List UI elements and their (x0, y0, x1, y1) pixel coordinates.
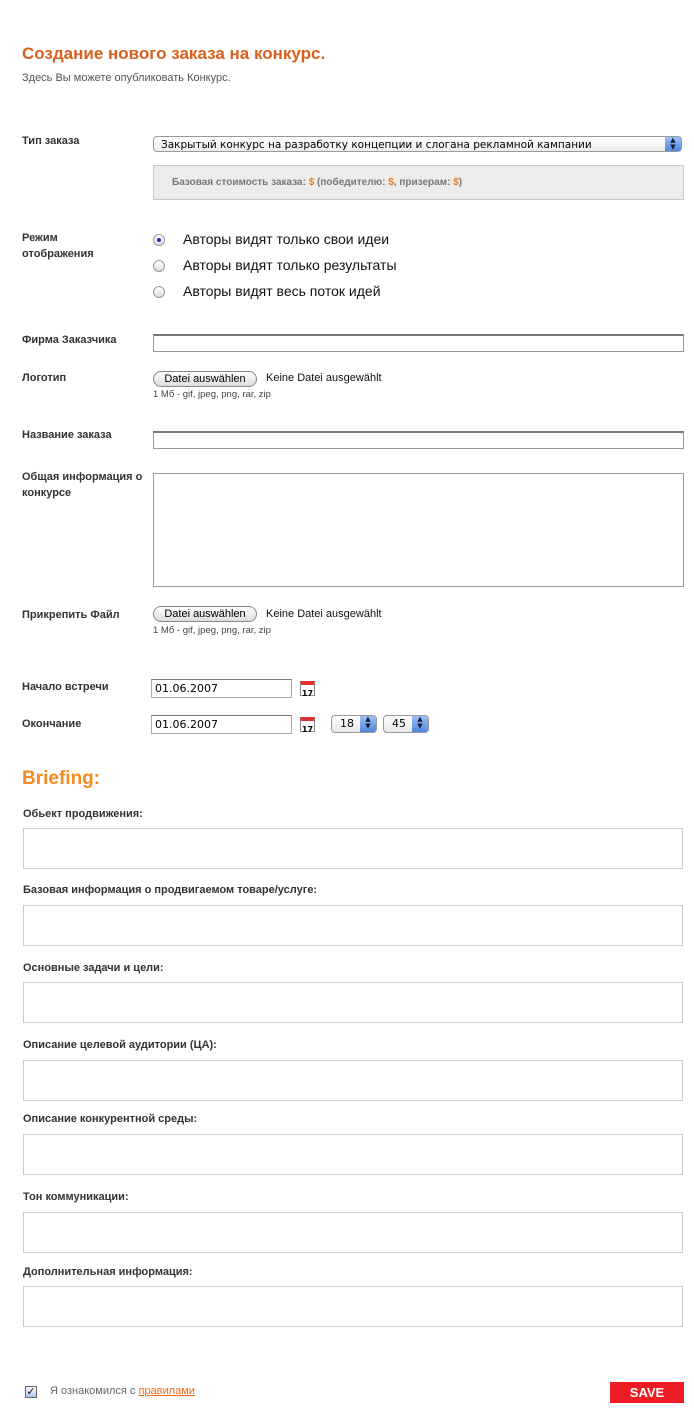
attach-file-button[interactable]: Datei auswählen (153, 606, 257, 622)
order-type-label: Тип заказа (22, 135, 80, 147)
start-label: Начало встречи (22, 681, 109, 693)
close-paren: ) (458, 177, 463, 188)
briefing-label: Описание целевой аудитории (ЦА): (23, 1039, 217, 1051)
attach-hint: 1 Мб - gif, jpeg, png, rar, zip (153, 625, 271, 636)
hour-select[interactable] (331, 715, 377, 733)
radio-results[interactable] (153, 260, 165, 272)
prize-value: $ (453, 177, 459, 188)
briefing-label: Базовая информация о продвигаемом товаре/услуге: (23, 884, 318, 896)
order-type-select[interactable] (153, 136, 682, 152)
attach-file-status: Keine Datei ausgewählt (266, 608, 382, 620)
radio-own-ideas[interactable] (153, 234, 165, 246)
select-arrows-icon: ▲ ▼ (665, 137, 681, 151)
start-date-input[interactable]: 01.06.2007 (151, 679, 292, 698)
info-textarea[interactable] (153, 473, 684, 587)
radio-label: Авторы видят весь поток идей (183, 283, 381, 299)
cost-value: $ (308, 177, 315, 188)
save-button[interactable]: SAVE (610, 1382, 684, 1403)
calendar-icon[interactable]: 17 (300, 681, 315, 696)
radio-label: Авторы видят только результаты (183, 257, 397, 273)
briefing-input[interactable] (23, 1212, 683, 1253)
briefing-label: Дополнительная информация: (23, 1266, 193, 1278)
radio-all-ideas[interactable] (153, 286, 165, 298)
page-subtitle: Здесь Вы можете опубликовать Конкурс. (22, 72, 231, 84)
winner-value: $ (388, 177, 394, 188)
logo-file-button[interactable]: Datei auswählen (153, 371, 257, 387)
minute-select[interactable] (383, 715, 429, 733)
company-label: Фирма Заказчика (22, 334, 117, 346)
briefing-label: Обьект продвижения: (23, 808, 143, 820)
order-name-input[interactable] (153, 431, 684, 449)
cost-info-box (153, 165, 684, 200)
briefing-title: Briefing: (22, 768, 101, 789)
company-input[interactable] (153, 334, 684, 352)
briefing-label: Тон коммуникации: (23, 1191, 129, 1203)
select-arrows-icon: ▲ ▼ (360, 716, 376, 732)
radio-label: Авторы видят только свои идеи (183, 231, 390, 247)
rules-link[interactable]: правилами (138, 1385, 195, 1397)
info-label: Общая информация о конкурсе (22, 471, 143, 499)
agree-label: Я ознакомился с (50, 1385, 139, 1397)
prize-label: , призерам: (393, 177, 451, 188)
briefing-label: Основные задачи и цели: (23, 962, 164, 974)
display-mode-label: Режим отображения (22, 232, 94, 260)
cost-label: Базовая стоимость заказа: (172, 177, 306, 188)
order-name-label: Название заказа (22, 429, 112, 441)
page-title: Создание нового заказа на конкурс. (22, 44, 326, 63)
briefing-input[interactable] (23, 905, 683, 946)
attach-label: Прикрепить Файл (22, 609, 120, 621)
logo-label: Логотип (22, 372, 67, 384)
briefing-label: Описание конкурентной среды: (23, 1113, 198, 1125)
order-type-value: Закрытый конкурс на разработку концепции и слогана рекламной кампании (161, 139, 592, 151)
select-arrows-icon: ▲ ▼ (412, 716, 428, 732)
logo-file-status: Keine Datei ausgewählt (266, 372, 382, 384)
agree-checkbox[interactable]: ✓ (26, 1385, 36, 1398)
end-label: Окончание (22, 718, 82, 730)
agree-text (50, 1385, 195, 1397)
end-date-input[interactable]: 01.06.2007 (151, 715, 292, 734)
briefing-input[interactable] (23, 1060, 683, 1101)
winner-label: (победителю: (317, 177, 386, 188)
logo-hint: 1 Мб - gif, jpeg, png, rar, zip (153, 389, 271, 400)
briefing-input[interactable] (23, 982, 683, 1023)
calendar-icon[interactable]: 17 (300, 717, 315, 732)
hour-value: 18 (340, 717, 354, 730)
minute-value: 45 (392, 717, 406, 730)
briefing-input[interactable] (23, 1286, 683, 1327)
briefing-input[interactable] (23, 828, 683, 869)
briefing-input[interactable] (23, 1134, 683, 1175)
